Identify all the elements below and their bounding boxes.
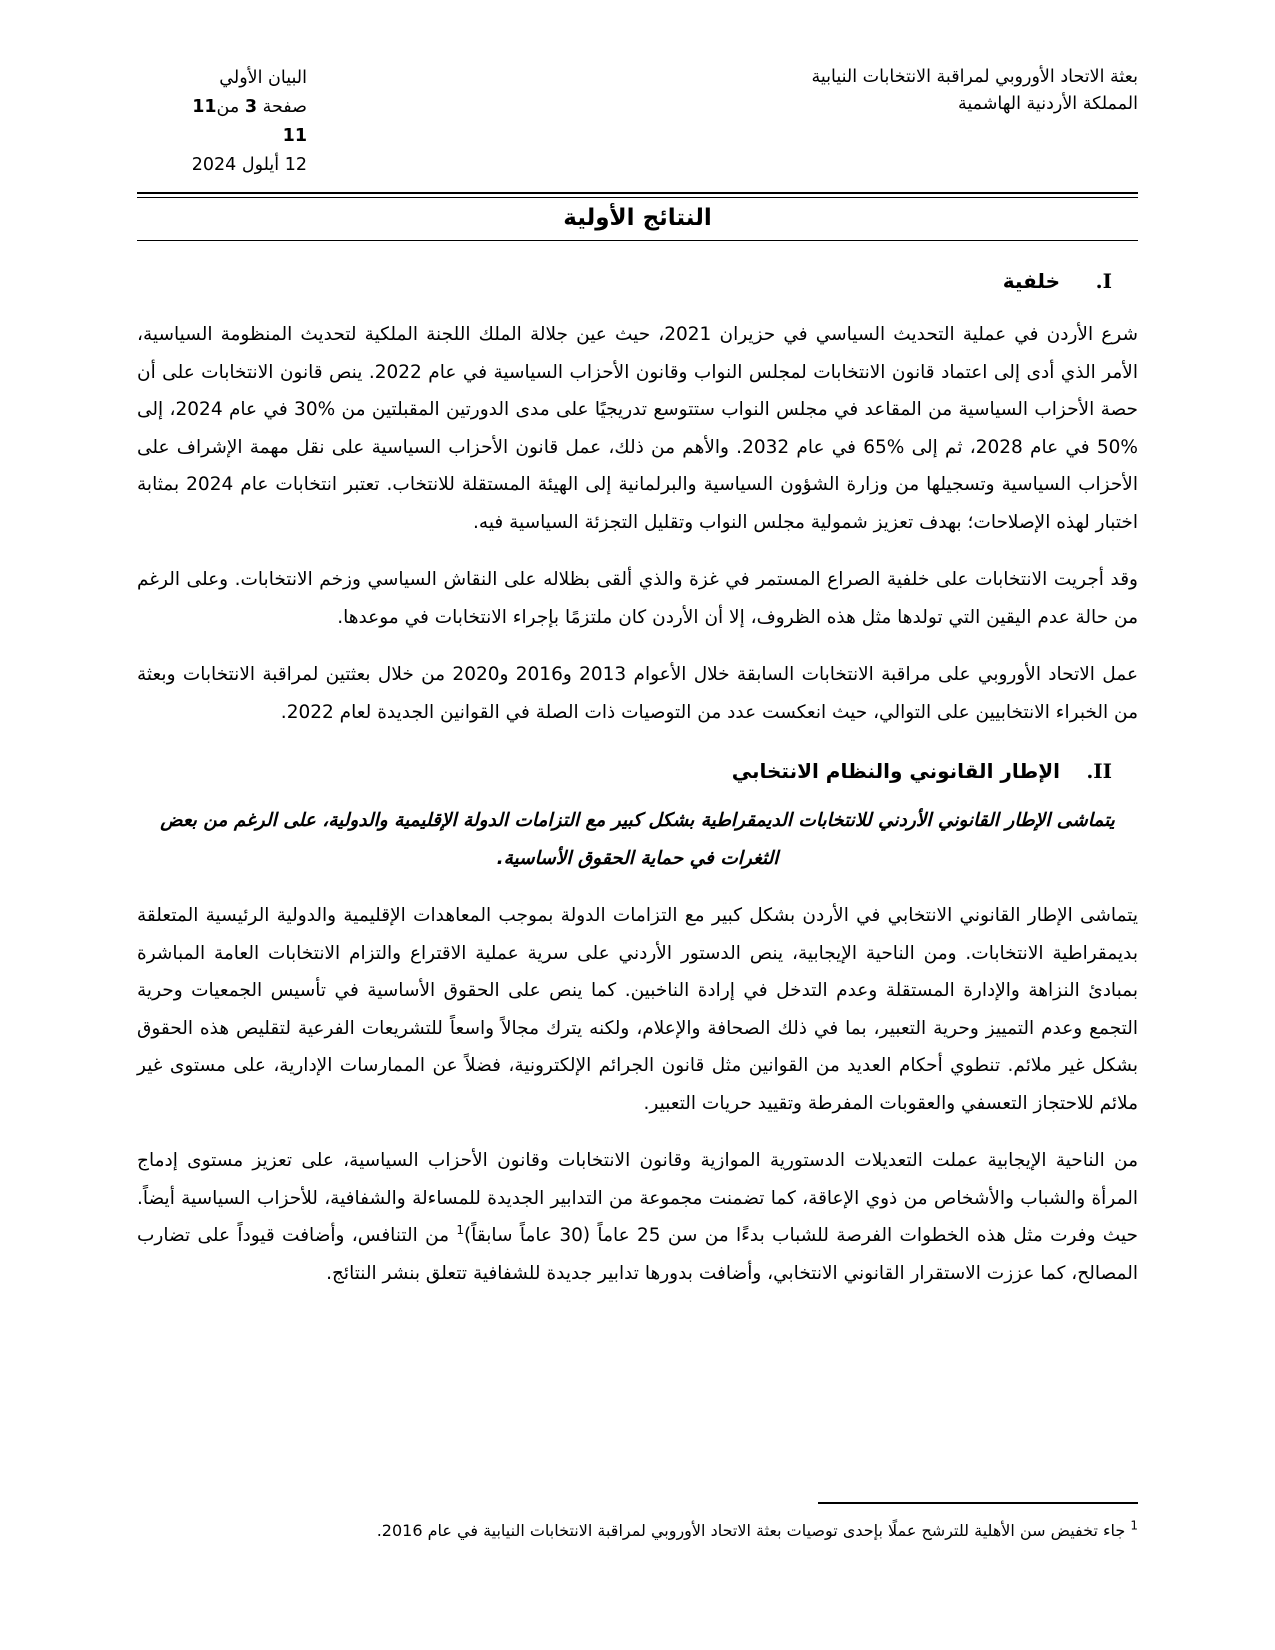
paragraph-5-text-a: من الناحية الإيجابية عملت التعديلات الدستورية الموازية وقانون الانتخابات وقانون الأحزاب السياسية، على تعزيز مستوى إدماج المرأة والشباب والأشخاص من ذوي الإعاقة، كما تضمنت مجموعة من التدابير الجديدة للمساءلة والشفافية، للأحزاب السياسية أيضاً. حيث وفرت مثل هذه الخطوات الفرصة للشباب بدءًا من سن 25 عاماً (30 عاماً سابقاً) (137, 1150, 1138, 1246)
meta-block (137, 64, 307, 180)
footnote-area (137, 1502, 1138, 1543)
section-2-heading (137, 756, 1138, 786)
page-total: 11 (192, 97, 217, 117)
title-rule-bottom (137, 240, 1138, 241)
footnote-ref-1: 1 (456, 1222, 465, 1237)
section-1-heading (137, 266, 1138, 296)
paragraph-5 (137, 1142, 1138, 1292)
org-line-2: المملكة الأردنية الهاشمية (957, 94, 1138, 114)
paragraph-4: يتماشى الإطار القانوني الانتخابي في الأردن بشكل كبير مع التزامات الدولة بموجب المعاهدات الإقليمية والدولية الرئيسية المتعلقة بديمقراطية الانتخابات. ومن الناحية الإيجابية، ينص الدستور الأردني على سرية عملية الاقتراع والتزام الانتخابات العامة المباشرة بمبادئ النزاهة والإدارة المستقلة وعدم التدخل في إرادة الناخبين. كما ينص على الحقوق الأساسية في تأسيس الجمعيات وحرية التجمع وعدم التمييز وحرية التعبير، بما في ذلك الصحافة والإعلام، ولكنه يترك مجالاً واسعاً للتشريعات الفرعية لتقليص هذه الحقوق بشكل غير ملائم. تنطوي أحكام العديد من القوانين مثل قانون الجرائم الإلكترونية، فضلاً عن الممارسات الإدارية، على مستوى غير ملائم للاحتجاز التعسفي والعقوبات المفرطة وتقييد حريات التعبير. (137, 905, 1138, 1114)
section-1-numeral: I. (1095, 269, 1112, 293)
page-number: 3 (244, 97, 258, 117)
org-line-1: بعثة الاتحاد الأوروبي لمراقبة الانتخابات النيابية (811, 67, 1138, 87)
of-word: من (216, 97, 240, 117)
page-word: صفحة (262, 97, 307, 117)
key-finding-statement: يتماشى الإطار القانوني الأردني للانتخابات الديمقراطية بشكل كبير مع التزامات الدولة الإقليمية والدولية، على الرغم من بعض الثغرات في حماية الحقوق الأساسية. (160, 810, 1115, 869)
paragraph-5-text-b: من التنافس، وأضافت قيوداً على تضارب المصالح، كما عززت الاستقرار القانوني الانتخابي، وأضافت بدورها تدابير جديدة للشفافية تتعلق بنشر النتائج. (137, 1225, 1138, 1284)
page-indicator (137, 93, 307, 122)
footnote-1-marker: 1 (1130, 1518, 1138, 1533)
footnote-separator (818, 1502, 1138, 1504)
title-band (137, 192, 1138, 241)
footnote-1 (137, 1518, 1138, 1543)
section-1-heading-text: خلفية (1002, 269, 1060, 293)
section-2-numeral: II. (1086, 759, 1112, 783)
section-2-heading-text: الإطار القانوني والنظام الانتخابي (731, 759, 1060, 783)
statement-label: البيان الأولي (219, 68, 307, 88)
paragraph-2: وقد أجريت الانتخابات على خلفية الصراع المستمر في غزة والذي ألقى بظلاله على النقاش السياسي وزخم الانتخابات. وعلى الرغم من حالة عدم اليقين التي تولدها مثل هذه الظروف، إلا أن الأردن كان ملتزمًا بإجراء الانتخابات في موعدها. (137, 569, 1138, 628)
page-title: النتائج الأولية (563, 205, 712, 231)
header-date: 12 أيلول 2024 (191, 155, 307, 175)
org-block (812, 64, 1139, 118)
paragraph-3: عمل الاتحاد الأوروبي على مراقبة الانتخابات السابقة خلال الأعوام 2013 و2016 و2020 من خلال بعثتين لمراقبة الانتخابات وبعثة من الخبراء الانتخابيين على التوالي، حيث انعكست عدد من التوصيات ذات الصلة في القوانين الجديدة لعام 2022. (137, 664, 1138, 723)
paragraph-1: شرع الأردن في عملية التحديث السياسي في حزيران 2021، حيث عين جلالة الملك اللجنة الملكية لتحديث المنظومة السياسية، الأمر الذي أدى إلى اعتماد قانون الانتخابات لمجلس النواب وقانون الأحزاب السياسية في عام 2022. ينص قانون الانتخابات على أن حصة الأحزاب السياسية من المقاعد في مجلس النواب ستتوسع تدريجيًا على مدى الدورتين المقبلتين من %30 في عام 2024، إلى %50 في عام 2028، ثم إلى %65 في عام 2032. والأهم من ذلك، عمل قانون الأحزاب السياسية على نقل مهمة الإشراف على الأحزاب السياسية وتسجيلها من وزارة الشؤون السياسية والبرلمانية إلى الهيئة المستقلة للانتخاب. تعتبر انتخابات عام 2024 بمثابة اختبار لهذه الإصلاحات؛ بهدف تعزيز شمولية مجلس النواب وتقليل التجزئة السياسية فيه. (137, 324, 1138, 533)
stray-page-count: 11 (282, 126, 307, 146)
footnote-1-text: جاء تخفيض سن الأهلية للترشح عملًا بإحدى توصيات بعثة الاتحاد الأوروبي لمراقبة الانتخابات النيابية في عام 2016. (376, 1521, 1131, 1540)
page-header (137, 64, 1138, 180)
